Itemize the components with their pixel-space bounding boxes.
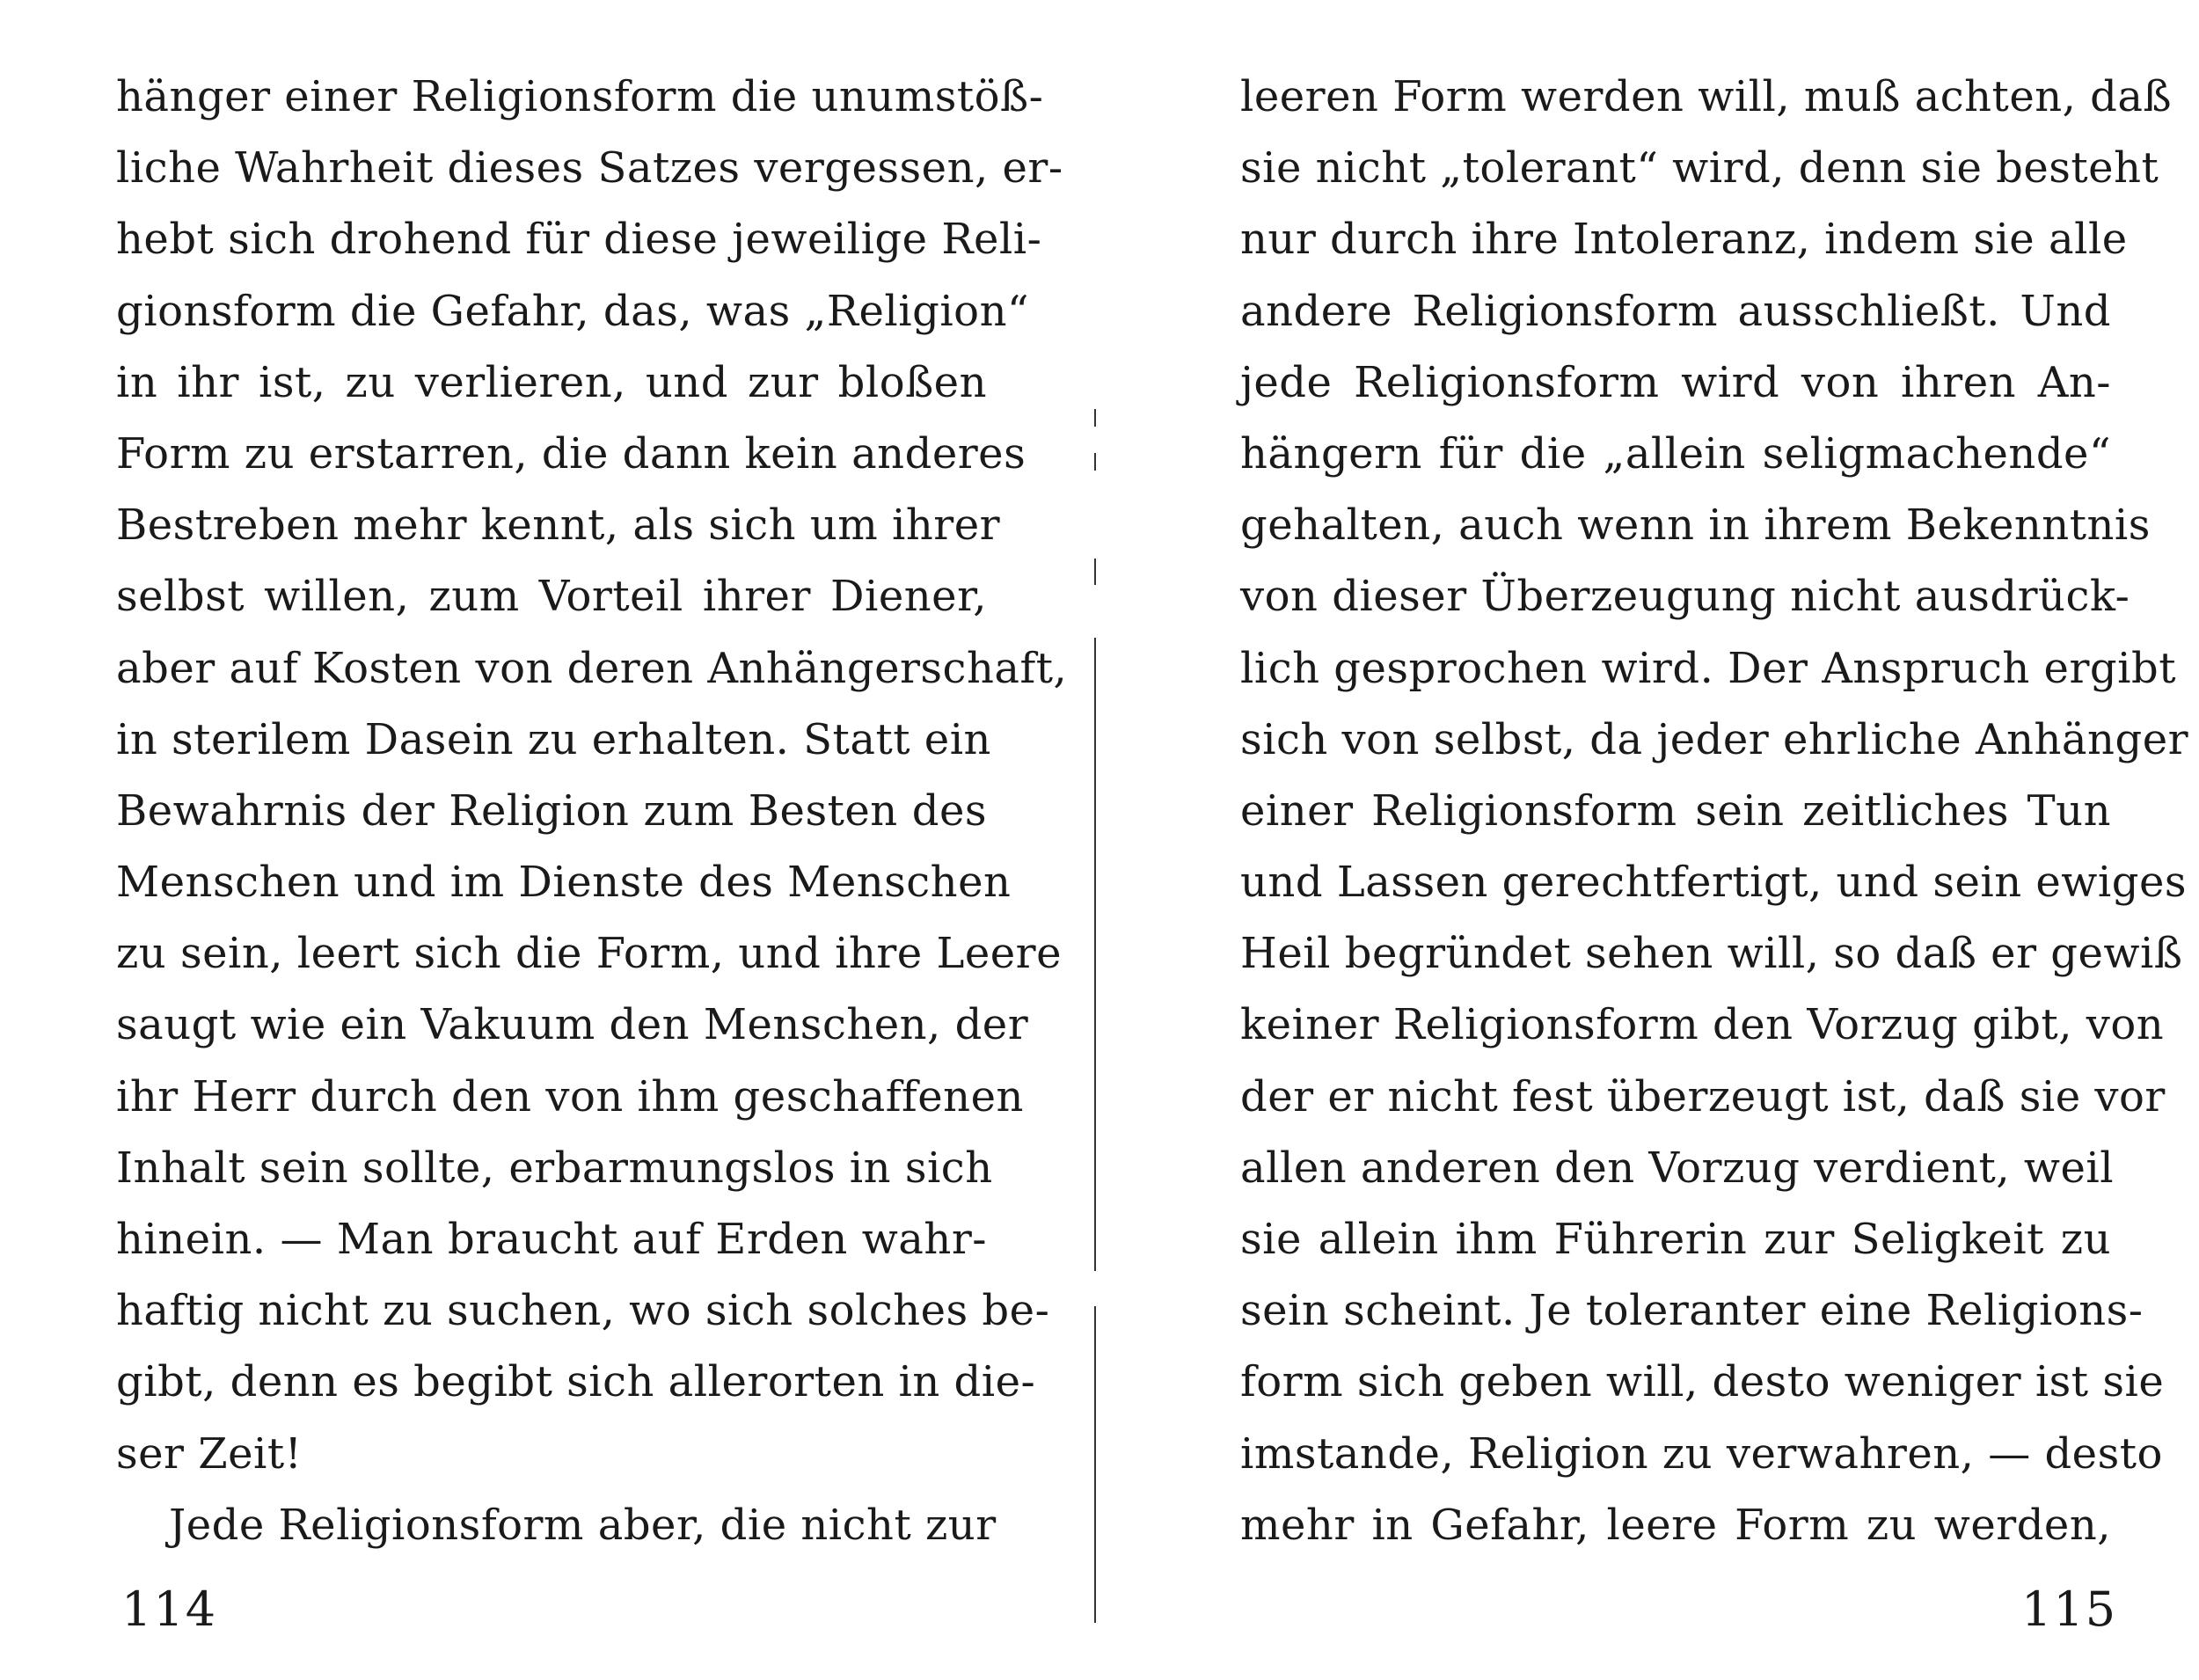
left-page-line-13: zu sein, leert sich die Form, und ihre Leere (116, 929, 1062, 979)
right-page-line-15: der er nicht fest überzeugt ist, daß sie vor (1240, 1071, 2166, 1121)
right-page-line-5: jede Religionsform wird von ihren An- (1240, 357, 2111, 407)
right-page-line-14: keiner Religionsform den Vorzug gibt, von (1240, 1000, 2165, 1050)
right-page-line-11: einer Religionsform sein zeitliches Tun (1240, 785, 2111, 836)
left-page-line-11: Bewahrnis der Religion zum Besten des (116, 785, 987, 836)
left-page-line-5: in ihr ist, zu verlieren, und zur bloßen (116, 357, 987, 407)
left-page-line-19: gibt, denn es begibt sich allerorten in die- (116, 1357, 1036, 1407)
left-page-line-15: ihr Herr durch den von ihm geschaffenen (116, 1071, 1024, 1121)
left-page (116, 62, 1068, 1561)
right-page-line-19: form sich geben will, desto weniger ist sie (1240, 1357, 2165, 1407)
right-page-line-4: andere Religionsform ausschließt. Und (1240, 286, 2111, 336)
left-page-line-7: Bestreben mehr kennt, als sich um ihrer (116, 500, 1001, 551)
right-page-line-1: leeren Form werden will, muß achten, daß (1240, 72, 2173, 121)
right-page-line-2: sie nicht „tolerant“ wird, denn sie besteht (1240, 143, 2159, 194)
book-gutter (1094, 391, 1096, 1623)
right-page-line-13: Heil begründet sehen will, so daß er gewiß (1240, 929, 2183, 979)
right-page-line-17: sie allein ihm Führerin zur Seligkeit zu (1240, 1215, 2111, 1264)
right-page-line-8: von dieser Überzeugung nicht ausdrück- (1240, 572, 2130, 622)
left-page-line-12: Menschen und im Dienste des Menschen (116, 858, 1012, 908)
left-page-line-20: ser Zeit! (116, 1428, 303, 1479)
left-page-line-17: hinein. — Man braucht auf Erden wahr- (116, 1215, 987, 1264)
left-page-number: 114 (121, 1581, 218, 1637)
left-page-line-14: saugt wie ein Vakuum den Menschen, der (116, 1000, 1029, 1050)
right-page (1240, 62, 2189, 1561)
right-page-line-3: nur durch ihre Intoleranz, indem sie alle (1240, 215, 2128, 265)
left-page-line-16: Inhalt sein sollte, erbarmungslos in sich (116, 1143, 993, 1193)
left-page-line-2: liche Wahrheit dieses Satzes vergessen, er- (116, 143, 1063, 194)
left-page-line-9: aber auf Kosten von deren Anhängerschaft, (116, 643, 1068, 693)
left-page-line-21: Jede Religionsform aber, die nicht zur (169, 1500, 997, 1550)
left-page-line-3: hebt sich drohend für diese jeweilige Reli- (116, 215, 1042, 265)
right-page-line-7: gehalten, auch wenn in ihrem Bekenntnis (1240, 500, 2151, 551)
left-page-line-8: selbst willen, zum Vorteil ihrer Diener, (116, 572, 987, 622)
right-page-line-9: lich gesprochen wird. Der Anspruch ergibt (1240, 643, 2176, 693)
left-page-line-6: Form zu erstarren, die dann kein anderes (116, 428, 1026, 478)
left-page-line-1: hänger einer Religionsform die unumstöß- (116, 72, 1044, 121)
left-page-line-10: in sterilem Dasein zu erhalten. Statt ein (116, 714, 991, 764)
left-page-line-4: gionsform die Gefahr, das, was „Religion“ (116, 286, 1030, 336)
right-page-line-6: hängern für die „allein seligmachende“ (1240, 428, 2111, 478)
right-page-line-10: sich von selbst, da jeder ehrliche Anhänger (1240, 714, 2189, 764)
left-page-line-18: haftig nicht zu suchen, wo sich solches be- (116, 1286, 1050, 1336)
right-page-line-12: und Lassen gerechtfertigt, und sein ewiges (1240, 858, 2187, 908)
right-page-line-21: mehr in Gefahr, leere Form zu werden, (1240, 1500, 2111, 1550)
right-page-line-20: imstande, Religion zu verwahren, — desto (1240, 1428, 2163, 1479)
right-page-line-16: allen anderen den Vorzug verdient, weil (1240, 1143, 2115, 1193)
right-page-number: 115 (2021, 1581, 2118, 1637)
right-page-line-18: sein scheint. Je toleranter eine Religions- (1240, 1286, 2144, 1336)
